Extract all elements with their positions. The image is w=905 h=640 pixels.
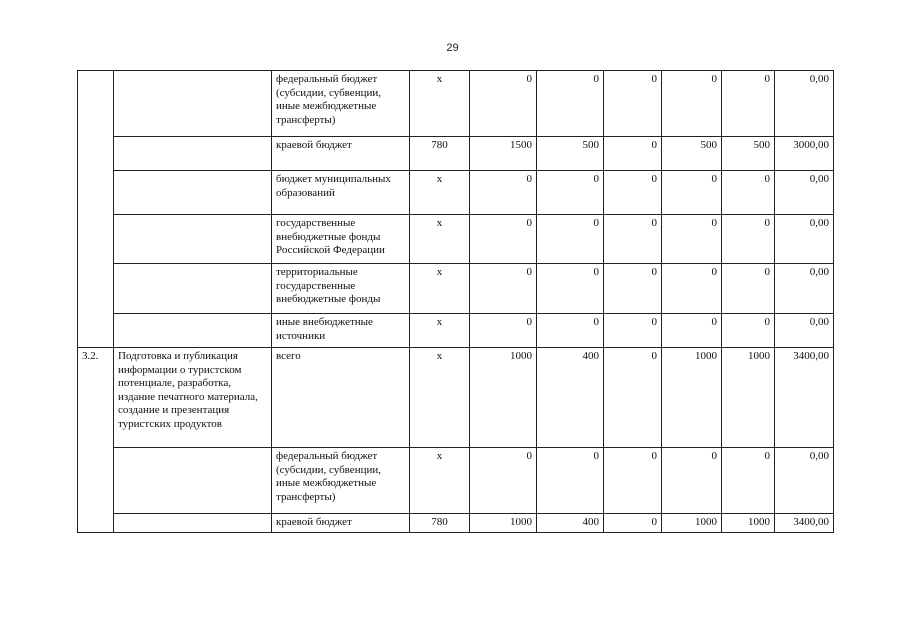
value-cell: 0 <box>604 215 662 264</box>
value-cell: 400 <box>537 514 604 533</box>
value-cell: 0 <box>537 448 604 514</box>
value-cell: 0 <box>662 448 722 514</box>
table-row <box>78 348 834 448</box>
value-cell: 0 <box>662 264 722 314</box>
value-cell: 0 <box>604 448 662 514</box>
value-cell: 0 <box>604 314 662 348</box>
value-cell: 0 <box>722 448 775 514</box>
funding-source-cell: бюджет муниципальных образований <box>272 171 410 215</box>
value-cell: 0 <box>662 314 722 348</box>
code-cell: х <box>410 264 470 314</box>
table-row <box>78 264 834 314</box>
value-cell: 400 <box>537 348 604 448</box>
value-cell: 1000 <box>722 348 775 448</box>
value-cell: 0 <box>470 448 537 514</box>
funding-source-cell: государственные внебюджетные фонды Российской Федерации <box>272 215 410 264</box>
value-cell: 0 <box>470 171 537 215</box>
value-cell: 1000 <box>470 514 537 533</box>
event-name-cell <box>114 448 272 514</box>
event-name-cell <box>114 137 272 171</box>
value-cell: 0 <box>604 71 662 137</box>
value-cell: 0 <box>537 215 604 264</box>
value-cell: 1000 <box>662 514 722 533</box>
value-cell: 0 <box>662 215 722 264</box>
value-cell: 0 <box>722 215 775 264</box>
total-cell: 0,00 <box>775 71 834 137</box>
event-name-cell: Подготовка и публикация информации о туристском потенциале, разработка, издание печатного материала, создание и презентация туристских продуктов <box>114 348 272 448</box>
code-cell: х <box>410 71 470 137</box>
value-cell: 0 <box>662 71 722 137</box>
value-cell: 500 <box>537 137 604 171</box>
code-cell: 780 <box>410 137 470 171</box>
value-cell: 0 <box>604 264 662 314</box>
value-cell: 500 <box>662 137 722 171</box>
value-cell: 0 <box>537 71 604 137</box>
code-cell: х <box>410 215 470 264</box>
page-number: 29 <box>446 42 459 54</box>
value-cell: 0 <box>604 514 662 533</box>
event-name-cell <box>114 215 272 264</box>
table-row <box>78 71 834 137</box>
table-row <box>78 171 834 215</box>
budget-table <box>77 70 834 533</box>
value-cell: 1500 <box>470 137 537 171</box>
event-name-cell <box>114 171 272 215</box>
funding-source-cell: иные внебюджетные источники <box>272 314 410 348</box>
funding-source-cell: федеральный бюджет (субсидии, субвенции, иные межбюджетные трансферты) <box>272 448 410 514</box>
value-cell: 0 <box>537 264 604 314</box>
value-cell: 0 <box>722 314 775 348</box>
value-cell: 0 <box>470 314 537 348</box>
total-cell: 0,00 <box>775 314 834 348</box>
code-cell: х <box>410 348 470 448</box>
table-row <box>78 314 834 348</box>
value-cell: 0 <box>604 171 662 215</box>
value-cell: 0 <box>722 71 775 137</box>
event-name-cell <box>114 514 272 533</box>
value-cell: 0 <box>470 264 537 314</box>
event-name-cell <box>114 314 272 348</box>
total-cell: 3400,00 <box>775 514 834 533</box>
row-number-cell <box>78 71 114 348</box>
value-cell: 0 <box>722 171 775 215</box>
funding-source-cell: краевой бюджет <box>272 137 410 171</box>
table-row <box>78 137 834 171</box>
value-cell: 0 <box>470 215 537 264</box>
value-cell: 1000 <box>470 348 537 448</box>
value-cell: 0 <box>537 314 604 348</box>
event-name-cell <box>114 264 272 314</box>
funding-source-cell: всего <box>272 348 410 448</box>
value-cell: 500 <box>722 137 775 171</box>
row-number-cell: 3.2. <box>78 348 114 533</box>
value-cell: 0 <box>662 171 722 215</box>
funding-source-cell: территориальные государственные внебюджетные фонды <box>272 264 410 314</box>
value-cell: 0 <box>604 137 662 171</box>
table-row <box>78 215 834 264</box>
total-cell: 0,00 <box>775 215 834 264</box>
value-cell: 0 <box>470 71 537 137</box>
table-row <box>78 514 834 533</box>
table-row <box>78 448 834 514</box>
code-cell: 780 <box>410 514 470 533</box>
event-name-cell <box>114 71 272 137</box>
value-cell: 1000 <box>662 348 722 448</box>
value-cell: 0 <box>537 171 604 215</box>
value-cell: 0 <box>604 348 662 448</box>
value-cell: 1000 <box>722 514 775 533</box>
total-cell: 0,00 <box>775 264 834 314</box>
total-cell: 3400,00 <box>775 348 834 448</box>
total-cell: 3000,00 <box>775 137 834 171</box>
total-cell: 0,00 <box>775 448 834 514</box>
code-cell: х <box>410 171 470 215</box>
funding-source-cell: федеральный бюджет (субсидии, субвенции, иные межбюджетные трансферты) <box>272 71 410 137</box>
code-cell: х <box>410 314 470 348</box>
funding-source-cell: краевой бюджет <box>272 514 410 533</box>
code-cell: х <box>410 448 470 514</box>
total-cell: 0,00 <box>775 171 834 215</box>
value-cell: 0 <box>722 264 775 314</box>
